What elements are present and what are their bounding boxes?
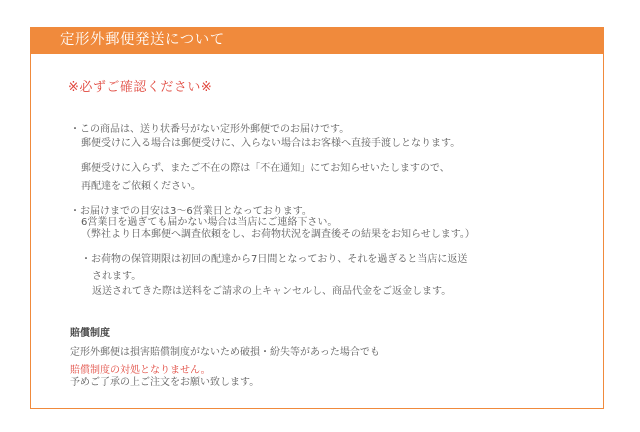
compensation-line3: 予めご了承の上ご注文をお願い致します。 bbox=[70, 377, 260, 388]
compensation-line1: 定形外郵便は損害賠償制度がないため破損・紛失等があった場合でも bbox=[70, 347, 380, 358]
compensation-heading: 賠償制度 bbox=[70, 328, 110, 339]
section2-line3: （弊社より日本郵便へ調査依頼をし、お荷物状況を調査後その結果をお知らせします。） bbox=[81, 229, 475, 240]
section2-line1: ・お届けまでの目安は3〜6営業日となっております。 bbox=[70, 206, 312, 217]
section1-line3: 郵便受けに入らず、またご不在の際は「不在通知」にてお知らせいたしますので、 bbox=[81, 163, 450, 174]
section1-line1: ・この商品は、送り状番号がない定形外郵便でのお届けです。 bbox=[70, 124, 350, 135]
section1-line4: 再配達をご依頼ください。 bbox=[81, 181, 201, 192]
panel-header bbox=[30, 27, 604, 54]
section3-line3: 返送されてきた際は送料をご請求の上キャンセルし、商品代金をご返金します。 bbox=[92, 286, 452, 297]
compensation-line2-warning: 賠償制度の対処となりません。 bbox=[70, 365, 211, 376]
section1-line2: 郵便受けに入る場合は郵便受けに、入らない場合はお客様へ直接手渡しとなります。 bbox=[81, 138, 461, 149]
section2-line2: 6営業日を過ぎても届かない場合は当店にご連絡下さい。 bbox=[81, 217, 338, 228]
section3-line2: されます。 bbox=[92, 271, 142, 282]
section3-line1: ・お荷物の保管期限は初回の配達から7日間となっており、それを過ぎると当店に返送 bbox=[81, 254, 468, 265]
notice-text: ※必ずご確認ください※ bbox=[68, 80, 213, 95]
header-title: 定形外郵便発送について bbox=[60, 32, 225, 48]
